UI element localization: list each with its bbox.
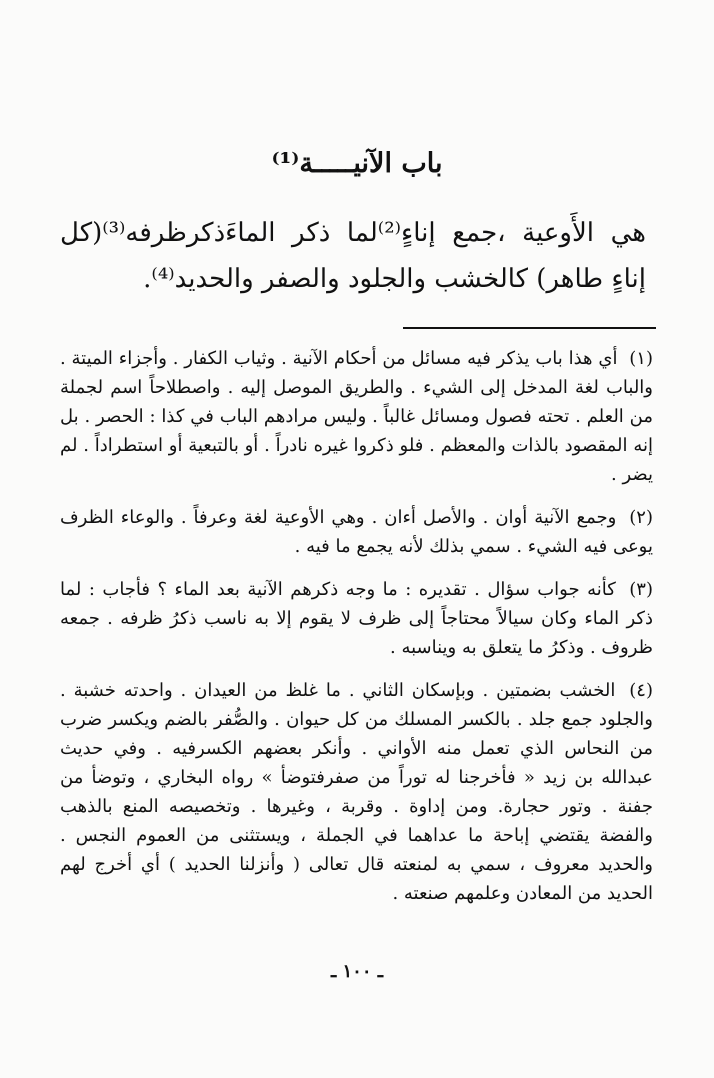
- footnote-divider: [403, 327, 656, 329]
- footnote-text: كأنه جواب سؤال . تقديره : ما وجه ذكرهم الآنية بعد الماء ؟ فأجاب : لما ذكر الماء وكان سيالاً محتاجاً إلى ظرف لا يقوم إلا به ناسب ذكرُ ظرفه . جمعه ظروف . وذكرُ ما يتعلق به ويناسبه .: [60, 579, 653, 658]
- footnote-text: أي هذا باب يذكر فيه مسائل من أحكام الآنية . وثياب الكفار . وأجزاء الميتة . والباب لغة المدخل إلى الشيء . والطريق الموصل إليه . واصطلاحاً اسم لجملة من العلم . تحته فصول ومسائل غالباً . وليس مرادهم الباب في كذا : الحصر . بل إنه المقصود بالذات والمعظم . فلو ذكروا غيره نادراً . أو بالتبعية أو استطراداً . لم يضر .: [60, 348, 653, 485]
- footnote-number: (٤): [629, 680, 653, 701]
- footnote-text: وجمع الآنية أوان . والأصل أءان . وهي الأوعية لغة وعرفاً . والوعاء الظرف يوعى فيه الشيء . سمي بذلك لأنه يجمع ما فيه .: [60, 507, 653, 557]
- footnote-number: (١): [629, 348, 653, 369]
- footnotes: [60, 344, 653, 922]
- chapter-title: باب الآنيـــــة⁽¹⁾: [271, 148, 443, 179]
- page-number: ـ ١٠٠ ـ: [330, 961, 384, 982]
- footnote-text: الخشب بضمتين . وبإسكان الثاني . ما غلظ من العيدان . واحدته خشبة . والجلود جمع جلد . بالكسر المسلك من كل حيوان . والصُّفر بالضم ويكسر ضرب من النحاس الذي تعمل منه الأواني . وأنكر بعضهم الكسرفيه . وفي حديث عبدالله بن زيد « فأخرجنا له توراً من صفرفتوضأ » رواه البخاري ، وتوضأ من جفنة . وتور حجارة. ومن إداوة . وقربة ، وغيرها . وتخصيصه المنع بالذهب والفضة يقتضي إباحة ما عداهما في الجملة ، ويستثنى من العموم النجس . والحديد معروف ، سمي به لمنعته قال تعالى ( وأنزلنا الحديد ) أي أخرج لهم الحديد من المعادن وعلمهم صنعته .: [60, 680, 653, 904]
- footnote-3: [60, 575, 653, 662]
- footnote-4: [60, 676, 653, 908]
- footnote-number: (٣): [629, 579, 653, 600]
- footnote-1: [60, 344, 653, 489]
- footnote-number: (٢): [629, 507, 653, 528]
- main-text: هي الأَوعية ،جمع إناءٍ⁽²⁾لما ذكر الماءَذكرظرفه⁽³⁾(كل إناءٍ طاهر) كالخشب والجلود والصفر والحديد⁽⁴⁾.: [60, 218, 646, 294]
- footnote-2: [60, 503, 653, 561]
